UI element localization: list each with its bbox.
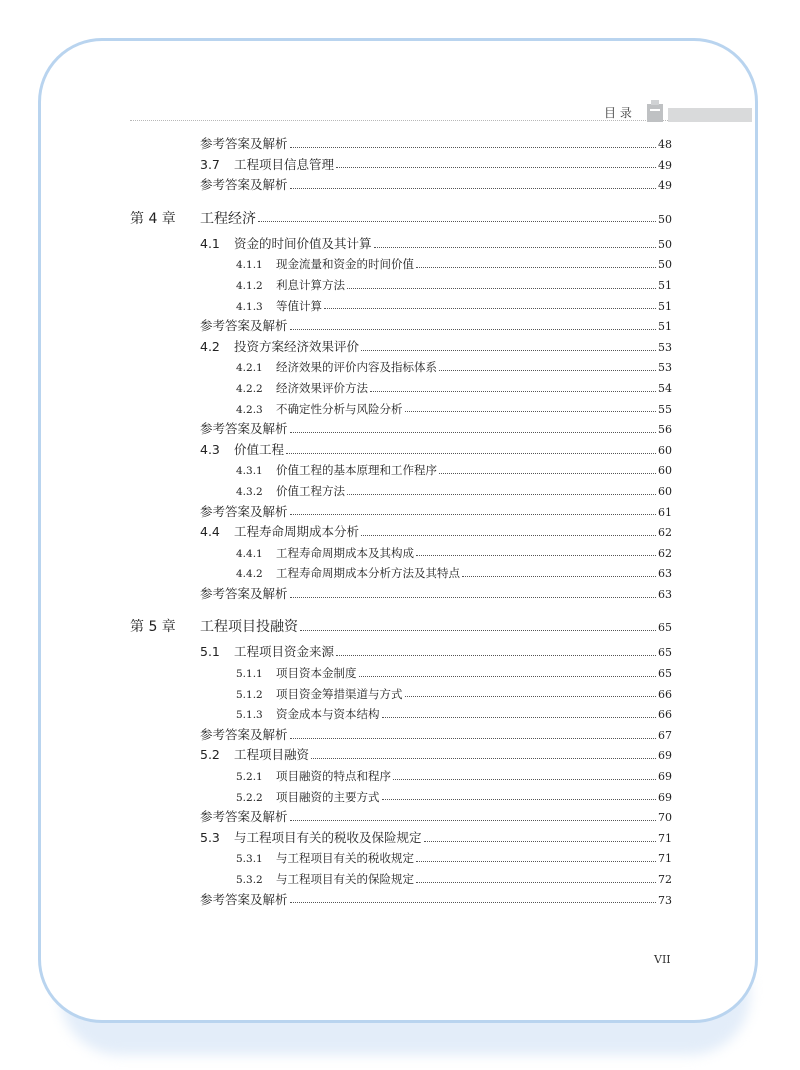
toc-entry-number: 4.4 bbox=[200, 524, 220, 540]
toc-section-row[interactable] bbox=[130, 337, 672, 358]
toc-entry-page: 51 bbox=[658, 299, 672, 313]
dot-leader bbox=[336, 167, 656, 168]
toc-entry-title: 利息计算方法 bbox=[276, 277, 345, 292]
dot-leader bbox=[258, 221, 656, 222]
toc-entry-page: 67 bbox=[658, 728, 672, 742]
dot-leader bbox=[290, 597, 656, 598]
dot-leader bbox=[405, 411, 657, 412]
toc-entry-title: 工程项目融资 bbox=[234, 747, 310, 763]
toc-entry-page: 56 bbox=[658, 423, 672, 437]
toc-entry-title: 价值工程的基本原理和工作程序 bbox=[276, 463, 437, 478]
toc-entry-title: 与工程项目有关的税收规定 bbox=[276, 851, 414, 866]
toc-entry-title: 经济效果评价方法 bbox=[276, 380, 368, 395]
toc-entry-number: 4.3 bbox=[200, 441, 220, 457]
toc-sub-row[interactable] bbox=[130, 563, 672, 584]
toc-entry-number: 4.1.3 bbox=[236, 300, 263, 313]
toc-entry-number: 4.2.1 bbox=[236, 362, 263, 375]
dot-leader bbox=[370, 391, 656, 392]
dot-leader bbox=[393, 779, 656, 780]
page-number: VII bbox=[654, 953, 671, 966]
toc-entry-number: 4.3.1 bbox=[236, 465, 263, 478]
toc-entry-number: 4.4.2 bbox=[236, 568, 263, 581]
toc-entry-page: 60 bbox=[658, 443, 672, 457]
toc-section-row[interactable] bbox=[130, 155, 672, 176]
toc-entry-page: 65 bbox=[658, 667, 672, 681]
toc-entry-title: 项目融资的主要方式 bbox=[276, 789, 380, 804]
toc-entry-number: 5.1 bbox=[200, 644, 220, 660]
dot-leader bbox=[416, 882, 656, 883]
toc-entry-page: 60 bbox=[658, 484, 672, 498]
toc-section-row[interactable] bbox=[130, 522, 672, 543]
dot-leader bbox=[290, 188, 656, 189]
toc-entry-title: 项目融资的特点和程序 bbox=[276, 769, 391, 784]
dot-leader bbox=[405, 696, 657, 697]
toc-sub-row[interactable] bbox=[130, 848, 672, 869]
toc-entry-number: 4.2 bbox=[200, 338, 220, 354]
toc-entry-page: 53 bbox=[658, 361, 672, 375]
toc-entry-page: 70 bbox=[658, 811, 672, 825]
toc-entry-page: 50 bbox=[658, 212, 672, 226]
toc-entry-page: 71 bbox=[658, 852, 672, 866]
dot-leader bbox=[424, 841, 656, 842]
toc-entry-page: 50 bbox=[658, 237, 672, 251]
toc-entry-title: 参考答案及解析 bbox=[200, 177, 288, 193]
dot-leader bbox=[300, 630, 656, 631]
toc-entry-page: 69 bbox=[658, 770, 672, 784]
toc-entry-title: 投资方案经济效果评价 bbox=[234, 338, 360, 354]
toc-entry-number: 5.2.1 bbox=[236, 771, 263, 784]
toc-entry-title: 不确定性分析与风险分析 bbox=[276, 401, 403, 416]
dot-leader bbox=[290, 514, 656, 515]
toc-entry-number: 4.1.1 bbox=[236, 259, 263, 272]
toc-section-row[interactable] bbox=[130, 440, 672, 461]
toc-entry-number: 4.1.2 bbox=[236, 279, 263, 292]
toc-entry-title: 经济效果的评价内容及指标体系 bbox=[276, 360, 437, 375]
toc-sub-row[interactable] bbox=[130, 399, 672, 420]
toc-sub-row[interactable] bbox=[130, 254, 672, 275]
toc-entry-number: 4.2.3 bbox=[236, 403, 263, 416]
running-header-title: 目 录 bbox=[604, 106, 632, 120]
toc-entry-page: 62 bbox=[658, 546, 672, 560]
dot-leader bbox=[290, 820, 656, 821]
toc-entry-number: 5.3.2 bbox=[236, 874, 263, 886]
toc-sub-row[interactable] bbox=[130, 460, 672, 481]
toc-section-row[interactable] bbox=[130, 234, 672, 255]
toc-entry-number: 第 5 章 bbox=[130, 619, 176, 636]
toc-entry-number: 5.3 bbox=[200, 829, 220, 845]
toc-entry-number: 第 4 章 bbox=[130, 210, 176, 227]
toc-sub-row[interactable] bbox=[130, 663, 672, 684]
toc-entry-page: 50 bbox=[658, 258, 672, 272]
toc-sub-row[interactable] bbox=[130, 481, 672, 502]
dot-leader bbox=[336, 655, 656, 656]
toc-entry-number: 4.1 bbox=[200, 235, 220, 251]
dot-leader bbox=[416, 555, 656, 556]
toc-entry-page: 53 bbox=[658, 340, 672, 354]
toc-entry-title: 参考答案及解析 bbox=[200, 726, 288, 742]
dot-leader bbox=[439, 473, 656, 474]
toc-answer-row[interactable] bbox=[130, 890, 672, 911]
dot-leader bbox=[382, 717, 657, 718]
table-of-contents bbox=[130, 134, 672, 910]
toc-entry-page: 54 bbox=[658, 381, 672, 395]
toc-entry-title: 与工程项目有关的保险规定 bbox=[276, 872, 414, 886]
dot-leader bbox=[359, 676, 657, 677]
toc-entry-title: 工程寿命周期成本分析方法及其特点 bbox=[276, 566, 460, 581]
toc-entry-title: 参考答案及解析 bbox=[200, 318, 288, 334]
toc-entry-page: 61 bbox=[658, 505, 672, 519]
toc-entry-page: 49 bbox=[658, 179, 672, 193]
toc-entry-title: 与工程项目有关的税收及保险规定 bbox=[234, 829, 422, 845]
toc-entry-title: 参考答案及解析 bbox=[200, 809, 288, 825]
toc-section-row[interactable] bbox=[130, 828, 672, 849]
dot-leader bbox=[416, 861, 656, 862]
toc-sub-row[interactable] bbox=[130, 357, 672, 378]
toc-entry-page: 62 bbox=[658, 526, 672, 540]
toc-answer-row[interactable] bbox=[130, 807, 672, 828]
toc-sub-row[interactable] bbox=[130, 766, 672, 787]
dot-leader bbox=[361, 535, 656, 536]
toc-entry-number: 4.3.2 bbox=[236, 485, 263, 498]
toc-entry-page: 65 bbox=[658, 646, 672, 660]
toc-entry-number: 5.2 bbox=[200, 747, 220, 763]
toc-entry-number: 5.3.1 bbox=[236, 853, 263, 866]
toc-entry-title: 工程寿命周期成本及其构成 bbox=[276, 545, 414, 560]
toc-entry-page: 65 bbox=[658, 621, 672, 635]
toc-entry-page: 63 bbox=[658, 567, 672, 581]
toc-entry-page: 51 bbox=[658, 278, 672, 292]
toc-sub-row[interactable] bbox=[130, 378, 672, 399]
dot-leader bbox=[439, 370, 656, 371]
header-tab-bar bbox=[668, 108, 752, 122]
toc-sub-row[interactable] bbox=[130, 704, 672, 725]
toc-section-row[interactable] bbox=[130, 642, 672, 663]
toc-entry-title: 参考答案及解析 bbox=[200, 891, 288, 907]
toc-entry-page: 49 bbox=[658, 158, 672, 172]
dot-leader bbox=[290, 329, 656, 330]
toc-answer-row[interactable] bbox=[130, 502, 672, 523]
toc-entry-title: 资金的时间价值及其计算 bbox=[234, 235, 372, 251]
dot-leader bbox=[416, 267, 656, 268]
toc-sub-row[interactable] bbox=[130, 543, 672, 564]
toc-sub-row[interactable] bbox=[130, 296, 672, 317]
toc-entry-title: 项目资金筹措渠道与方式 bbox=[276, 686, 403, 701]
toc-entry-page: 63 bbox=[658, 587, 672, 601]
toc-entry-title: 等值计算 bbox=[276, 298, 322, 313]
toc-entry-page: 73 bbox=[658, 893, 672, 907]
toc-entry-title: 参考答案及解析 bbox=[200, 421, 288, 437]
header-tab-icon bbox=[646, 100, 664, 122]
toc-entry-title: 资金成本与资本结构 bbox=[276, 707, 380, 722]
toc-entry-title: 工程项目投融资 bbox=[200, 619, 298, 636]
toc-entry-number: 4.4.1 bbox=[236, 547, 263, 560]
toc-entry-number: 5.2.2 bbox=[236, 791, 263, 804]
toc-entry-page: 55 bbox=[658, 402, 672, 416]
toc-entry-page: 72 bbox=[658, 873, 672, 886]
toc-sub-row[interactable] bbox=[130, 787, 672, 808]
toc-entry-page: 48 bbox=[658, 138, 672, 151]
toc-entry-title: 项目资本金制度 bbox=[276, 666, 357, 681]
dot-leader bbox=[324, 308, 656, 309]
toc-sub-row[interactable] bbox=[130, 275, 672, 296]
toc-entry-page: 66 bbox=[658, 687, 672, 701]
dot-leader bbox=[347, 288, 656, 289]
toc-entry-title: 参考答案及解析 bbox=[200, 585, 288, 601]
toc-entry-title: 现金流量和资金的时间价值 bbox=[276, 257, 414, 272]
toc-entry-page: 69 bbox=[658, 790, 672, 804]
toc-entry-title: 价值工程方法 bbox=[276, 483, 345, 498]
toc-entry-number: 5.1.3 bbox=[236, 709, 263, 722]
toc-answer-row[interactable] bbox=[130, 134, 672, 155]
toc-entry-title: 工程寿命周期成本分析 bbox=[234, 524, 360, 540]
toc-entry-page: 66 bbox=[658, 708, 672, 722]
toc-entry-title: 工程经济 bbox=[200, 210, 256, 227]
dot-leader bbox=[347, 494, 656, 495]
toc-answer-row[interactable] bbox=[130, 419, 672, 440]
dot-leader bbox=[286, 453, 656, 454]
toc-sub-row[interactable] bbox=[130, 684, 672, 705]
dot-leader bbox=[290, 432, 656, 433]
dot-leader bbox=[290, 902, 656, 903]
toc-entry-title: 参考答案及解析 bbox=[200, 503, 288, 519]
toc-chapter-row[interactable] bbox=[130, 204, 672, 234]
toc-chapter-row[interactable] bbox=[130, 612, 672, 642]
toc-entry-title: 参考答案及解析 bbox=[200, 136, 288, 151]
toc-entry-title: 工程项目资金来源 bbox=[234, 644, 335, 660]
toc-entry-page: 51 bbox=[658, 320, 672, 334]
toc-entry-title: 工程项目信息管理 bbox=[234, 156, 335, 172]
toc-entry-number: 3.7 bbox=[200, 156, 220, 172]
toc-entry-title: 价值工程 bbox=[234, 441, 285, 457]
toc-answer-row[interactable] bbox=[130, 316, 672, 337]
toc-answer-row[interactable] bbox=[130, 175, 672, 196]
header-rule bbox=[130, 120, 670, 121]
toc-answer-row[interactable] bbox=[130, 725, 672, 746]
toc-entry-number: 5.1.2 bbox=[236, 688, 263, 701]
toc-entry-page: 69 bbox=[658, 749, 672, 763]
toc-answer-row[interactable] bbox=[130, 584, 672, 605]
dot-leader bbox=[462, 576, 656, 577]
dot-leader bbox=[374, 247, 656, 248]
toc-section-row[interactable] bbox=[130, 745, 672, 766]
toc-entry-page: 71 bbox=[658, 831, 672, 845]
dot-leader bbox=[382, 799, 657, 800]
toc-entry-number: 5.1.1 bbox=[236, 668, 263, 681]
dot-leader bbox=[290, 738, 656, 739]
toc-sub-row[interactable] bbox=[130, 869, 672, 890]
toc-entry-number: 4.2.2 bbox=[236, 382, 263, 395]
dot-leader bbox=[290, 147, 656, 148]
toc-entry-page: 60 bbox=[658, 464, 672, 478]
dot-leader bbox=[311, 758, 656, 759]
dot-leader bbox=[361, 350, 656, 351]
